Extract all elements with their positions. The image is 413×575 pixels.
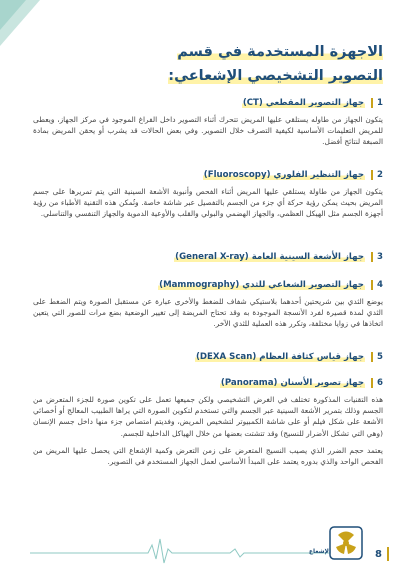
section-text-2: يعتمد حجم الضرر الذي يصيب النسيج المتعرض على زمن التعرض وكمية الإشعاع التي يحصل عليها المريض من الفحص الواحد والذي بدوره يعتمد على المبدأ الأساسي لعمل الجهاز المستخدم في التصوير. (33, 445, 383, 467)
section-bar (371, 280, 373, 290)
section-heading (33, 350, 383, 364)
page-title (43, 40, 383, 88)
section-title: جهاز التصوير المقطعي (CT) (242, 98, 365, 108)
section-bar (371, 352, 373, 362)
section-title: جهاز الأشعة السينية العامة (General X-ray) (175, 252, 365, 262)
section-dexa (33, 350, 383, 364)
section-number: 5 (377, 352, 383, 362)
title-line-1: الاجهزة المستخدمة في قسم (177, 44, 383, 60)
logo-text: الإشعاع (308, 548, 332, 555)
page-number: 8 (375, 548, 382, 560)
section-text: يوضع الثدي بين شريحتين أحدهما بلاستيكي شفاف للضغط والأخرى عبارة عن مستقبل الصورة ويتم الضغط على الثدي لمدة قصيرة لفرد الأنسجة الموجودة به وقد تحتاج المريضة إلى تغيير الوضعية بضع مرات للصور التي يتعين اتخاذها في زوايا مختلفة، وتكرر هذه العملية للثدي الآخر. (33, 297, 383, 329)
section-title: جهاز التنظير الفلوري (Fluoroscopy) (203, 170, 365, 180)
section-bar (371, 98, 373, 108)
section-mammography (33, 278, 383, 330)
radiation-logo-icon (328, 525, 364, 561)
section-title: جهاز تصوير الأسنان (Panorama) (220, 378, 365, 388)
section-number: 6 (377, 378, 383, 388)
section-text: يتكون الجهاز من طاوله يستلقي عليها المريض تتحرك أثناء التصوير داخل الفراغ الموجود في مركز الجهاز، ويعطى للمريض التعليمات الأساسية لكيفية التصرف خلال التصوير. وفي بعض الحالات قد يشرب أو يحقن المريض بمادة الصبغة لنتائج أفضل. (33, 115, 383, 147)
section-title: جهاز قياس كثافة العظام (DEXA Scan) (195, 352, 365, 362)
page-number-bar (387, 547, 389, 561)
section-number: 1 (377, 98, 383, 108)
section-general-xray (33, 250, 383, 264)
section-heading (33, 168, 383, 182)
section-bar (371, 170, 373, 180)
section-heading (33, 376, 383, 390)
heartbeat-line-icon (30, 535, 330, 565)
section-heading (33, 278, 383, 292)
corner-decoration (0, 0, 42, 48)
page-footer (0, 515, 413, 575)
section-number: 3 (377, 252, 383, 262)
section-heading (33, 96, 383, 110)
section-ct (33, 96, 383, 148)
section-heading (33, 250, 383, 264)
section-title: جهاز التصوير الشعاعي للثدي (Mammography) (159, 280, 365, 290)
section-number: 4 (377, 280, 383, 290)
page-number-block (375, 547, 389, 561)
section-text: هذه التقنيات المذكورة تختلف في الغرض التشخيصي ولكن جميعها تعمل على تكوين صورة للجزء المتعرض من الجسم وذلك بتمرير الأشعة السينية عبر الجسم والتي تستخدم لتكوين الصورة التي يراها الطبيب المعالج أو أخصائي الأشعة على شكل فيلم أو على شاشة الكمبيوتر لتشخيص المريض، وفديتم امتصاص جزء منها داخل جسم الإنسان (وهي التي تشكل الأضرار للنسيج) وقد تتشتت بعضها من خلال الهياكل الداخلية للجسم. (33, 395, 383, 438)
section-text: يتكون الجهاز من طاولة يستلقي عليها المريض أثناء الفحص وأنبوبة الأشعة السينية التي يتم تمريرها على جسم المريض بحيث يمكن رؤية حركة أي جزء من الجسم بالتفصيل عبر شاشة خاصة. وتُمكن هذه التقنية الأطباء من رؤية أجهزة الجسم مثل الهيكل العظمي، والجهاز الهضمي والبولي والقلب والأوعية الدموية والجهاز التنفسي والتناسلي. (33, 187, 383, 219)
section-bar (371, 252, 373, 262)
title-line-2: التصوير التشخيصي الإشعاعي: (168, 68, 383, 84)
section-number: 2 (377, 170, 383, 180)
section-panorama (33, 376, 383, 467)
section-fluoroscopy (33, 168, 383, 220)
section-bar (371, 378, 373, 388)
